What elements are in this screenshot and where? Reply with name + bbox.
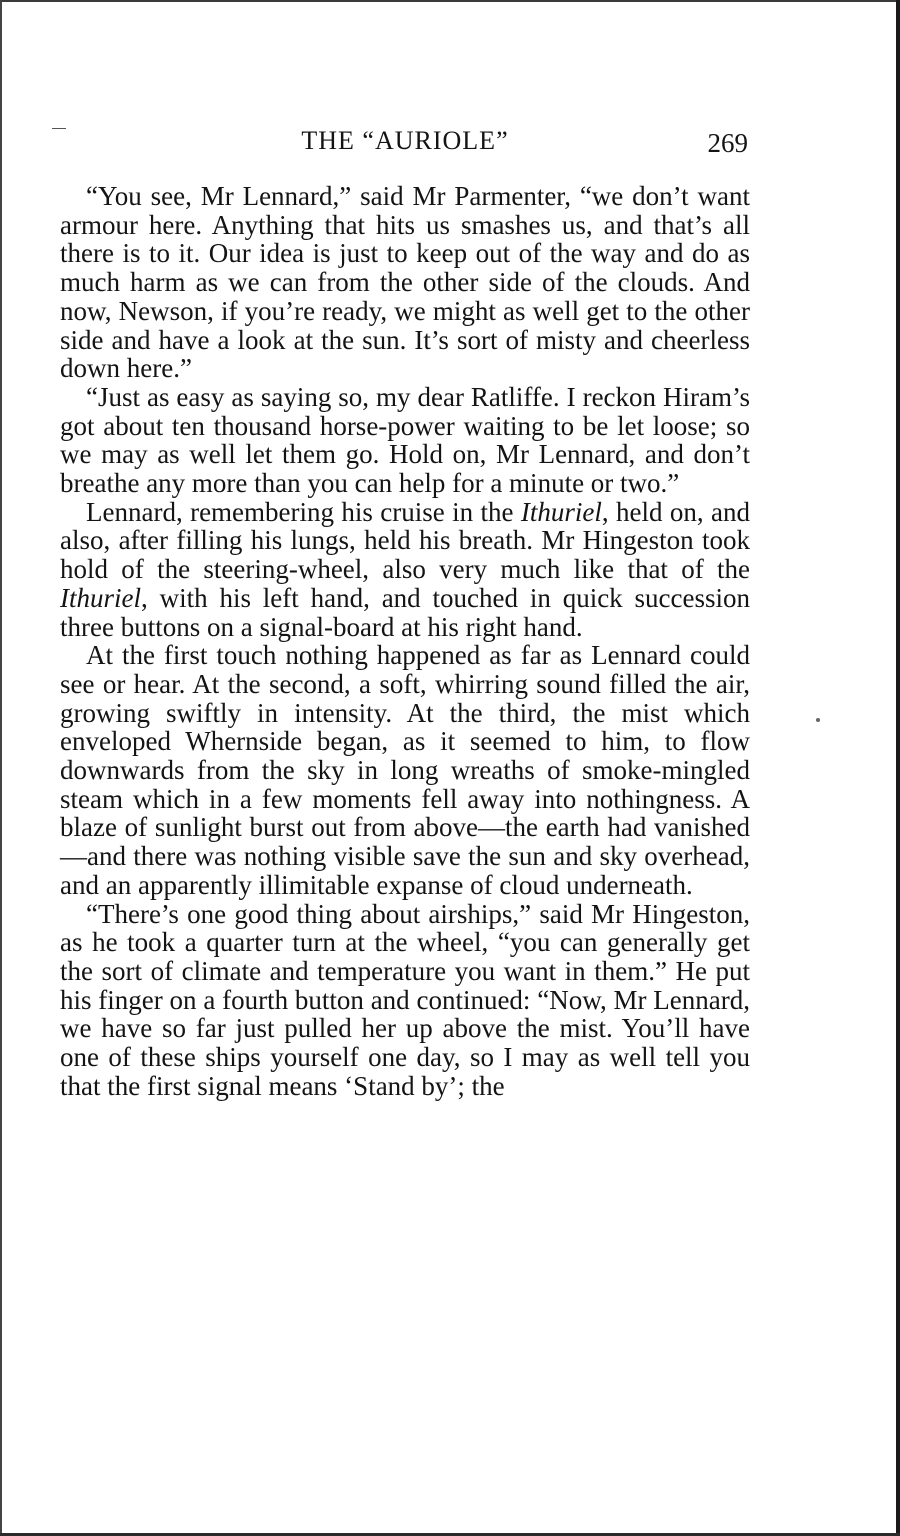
page-left-edge (0, 0, 2, 1536)
page-right-edge (896, 0, 900, 1536)
paragraph-5: “There’s one good thing about airships,” said Mr Hingeston, as he took a quarter turn at the wheel, “you can generally get the sort of climate and temperature you want in them.” He put his finger on a fourth button and continued: “Now, Mr Lennard, we have so far just pulled her up above the mist. You’ll have one of these ships yourself one day, so I may as well tell you that the first signal means ‘Stand by’; the (60, 898, 750, 1101)
paragraph-1: “You see, Mr Lennard,” said Mr Parmenter, “we don’t want armour here. Anything that hits us smashes us, and that’s all there is to it. Our idea is just to keep out of the way and do as much harm as we can from the other side of the clouds. And now, Newson, if you’re ready, we might as well get to the other side and have a look at the sun. It’s sort of misty and cheerless down here.” (60, 181, 750, 384)
page-header (60, 126, 750, 166)
ship-name: Ithuriel (60, 582, 141, 613)
paragraph-4: At the first touch nothing happened as far as Lennard could see or hear. At the second, a soft, whirring sound filled the air, growing swiftly in intensity. At the third, the mist which enveloped Whernside began, as it seemed to him, to flow downwards from the sky in long wreaths of smoke-mingled steam which in a few moments fell away into nothingness. A blaze of sunlight burst out from above—the earth had vanished—and there was nothing visible save the sun and sky overhead, and an apparently illimitable expanse of cloud underneath. (60, 640, 750, 900)
page-number: 269 (707, 128, 748, 158)
paragraph-2: “Just as easy as saying so, my dear Ratliffe. I reckon Hiram’s got about ten thousand horse-power waiting to be let loose; so we may as well let them go. Hold on, Mr Lennard, and don’t breathe any more than you can help for a minute or two.” (60, 381, 750, 499)
body-text (60, 182, 750, 1101)
paragraph-3: Lennard, remembering his cruise in the Ithuriel, held on, and also, after filling his lungs, held his breath. Mr Hingeston took hold of the steering-wheel, also very much like that of the Ithuriel, with his left hand, and touched in quick succession three buttons on a signal-board at his right hand. (60, 496, 750, 642)
running-head: THE “AURIOLE” (301, 126, 509, 155)
ship-name: Ithuriel (520, 496, 602, 527)
page-top-edge (0, 0, 900, 2)
scan-speck (816, 718, 820, 722)
